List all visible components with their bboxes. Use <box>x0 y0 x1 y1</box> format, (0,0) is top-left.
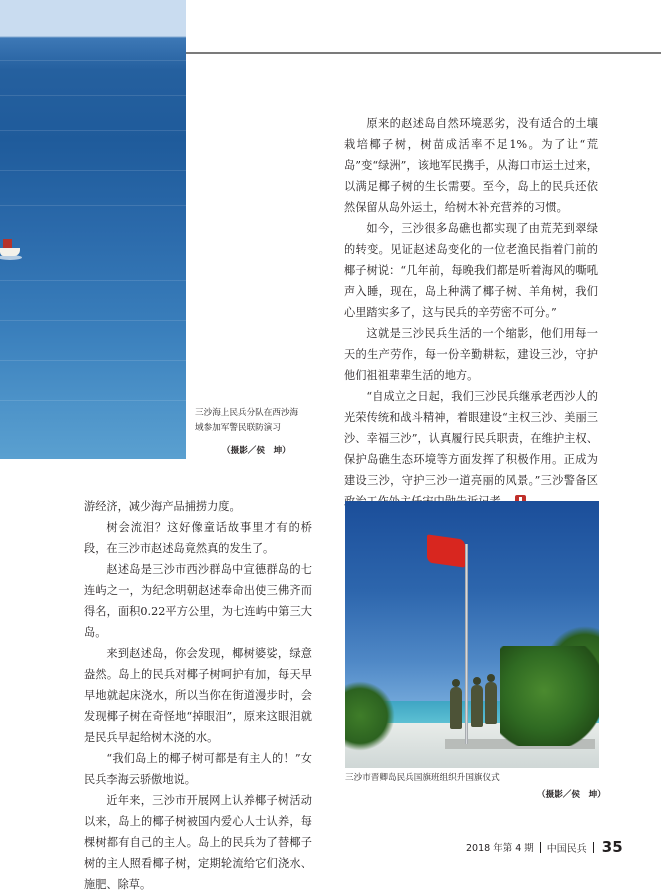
paragraph: 近年来，三沙市开展网上认养椰子树活动以来，岛上的椰子树被国内爱心人士认养，每棵树都有自己的主人。岛上的民兵为了替椰子树的主人照看椰子树，定期轮流给它们浇水、施肥、除草。 <box>84 794 312 890</box>
left-text-column <box>84 496 312 890</box>
footer-divider <box>540 842 541 853</box>
paragraph: 这就是三沙民兵生活的一个缩影，他们用每一天的生产劳作，每一份辛勤耕耘，建设三沙，守护他们祖祖辈辈生活的地方。 <box>344 327 598 382</box>
page-number: 35 <box>601 838 623 856</box>
flag-raising-photo <box>345 501 599 768</box>
paragraph: 赵述岛是三沙市西沙群岛中宣德群岛的七连屿之一，为纪念明朝赵述奉命出使三佛齐而得名，面积0.22平方公里，为七连屿中第三大岛。 <box>84 563 312 639</box>
magazine-name: 中国民兵 <box>546 843 587 855</box>
soldier-figure <box>471 685 483 727</box>
soldier-figure <box>485 682 497 724</box>
footer-divider <box>593 842 594 853</box>
flagpole <box>465 544 468 744</box>
right-text-column <box>344 113 598 512</box>
national-flag <box>427 534 465 567</box>
paragraph: 游经济，减少海产品捕捞力度。 <box>84 500 241 513</box>
bottom-photo-caption: 三沙市晋卿岛民兵国旗班组织升国旗仪式 <box>345 773 500 783</box>
top-photo-caption: 三沙海上民兵分队在西沙海域参加军警民联防演习 <box>195 408 299 433</box>
issue-label: 2018 年第 4 期 <box>466 843 534 854</box>
paragraph: 如今，三沙很多岛礁也都实现了由荒芜到翠绿的转变。见证赵述岛变化的一位老渔民指着门前的椰子树说：“几年前，每晚我们都是听着海风的嘶吼声入睡，现在，岛上种满了椰子树、羊角树，我们心里踏实多了，这与民兵的辛劳密不可分。” <box>344 222 598 319</box>
paragraph: “我们岛上的椰子树可都是有主人的！”女民兵李海云骄傲地说。 <box>84 752 312 786</box>
paragraph: 树会流泪？这好像童话故事里才有的桥段，在三沙市赵述岛竟然真的发生了。 <box>84 521 312 555</box>
bottom-photo-credit: （摄影／侯 坤） <box>537 790 606 800</box>
paragraph: 来到赵述岛，你会发现，椰树婆娑，绿意盎然。岛上的民兵对椰子树呵护有加，每天早早地就起床浇水，所以当你在街道漫步时，会发现椰子树在奇怪地“掉眼泪”，原来这眼泪就是民兵早起给树木浇的水。 <box>84 647 312 744</box>
patrol-boat <box>0 232 22 260</box>
paragraph: “自成立之日起，我们三沙民兵继承老西沙人的光荣传统和战斗精神，着眼建设“主权三沙、美丽三沙、幸福三沙”，认真履行民兵职责，在维护主权、保护岛礁生态环境等方面发挥了积极作用。正成为建设三沙，守护三沙一道亮丽的风景。”三沙警备区 <box>344 386 598 512</box>
sea-patrol-photo <box>0 0 186 459</box>
header-rule <box>186 52 661 54</box>
top-photo-credit: （摄影／侯 坤） <box>222 446 291 456</box>
page-footer <box>466 838 623 856</box>
paragraph: 原来的赵述岛自然环境恶劣，没有适合的土壤栽培椰子树，树苗成活率不足1%。为了让“荒岛”变“绿洲”，该地军民携手，从海口市运土过来，以满足椰子树的生长需要。至今，岛上的民兵还依然保留从岛外运土，给树木补充营养的习惯。 <box>344 117 598 214</box>
soldier-figure <box>450 687 462 729</box>
